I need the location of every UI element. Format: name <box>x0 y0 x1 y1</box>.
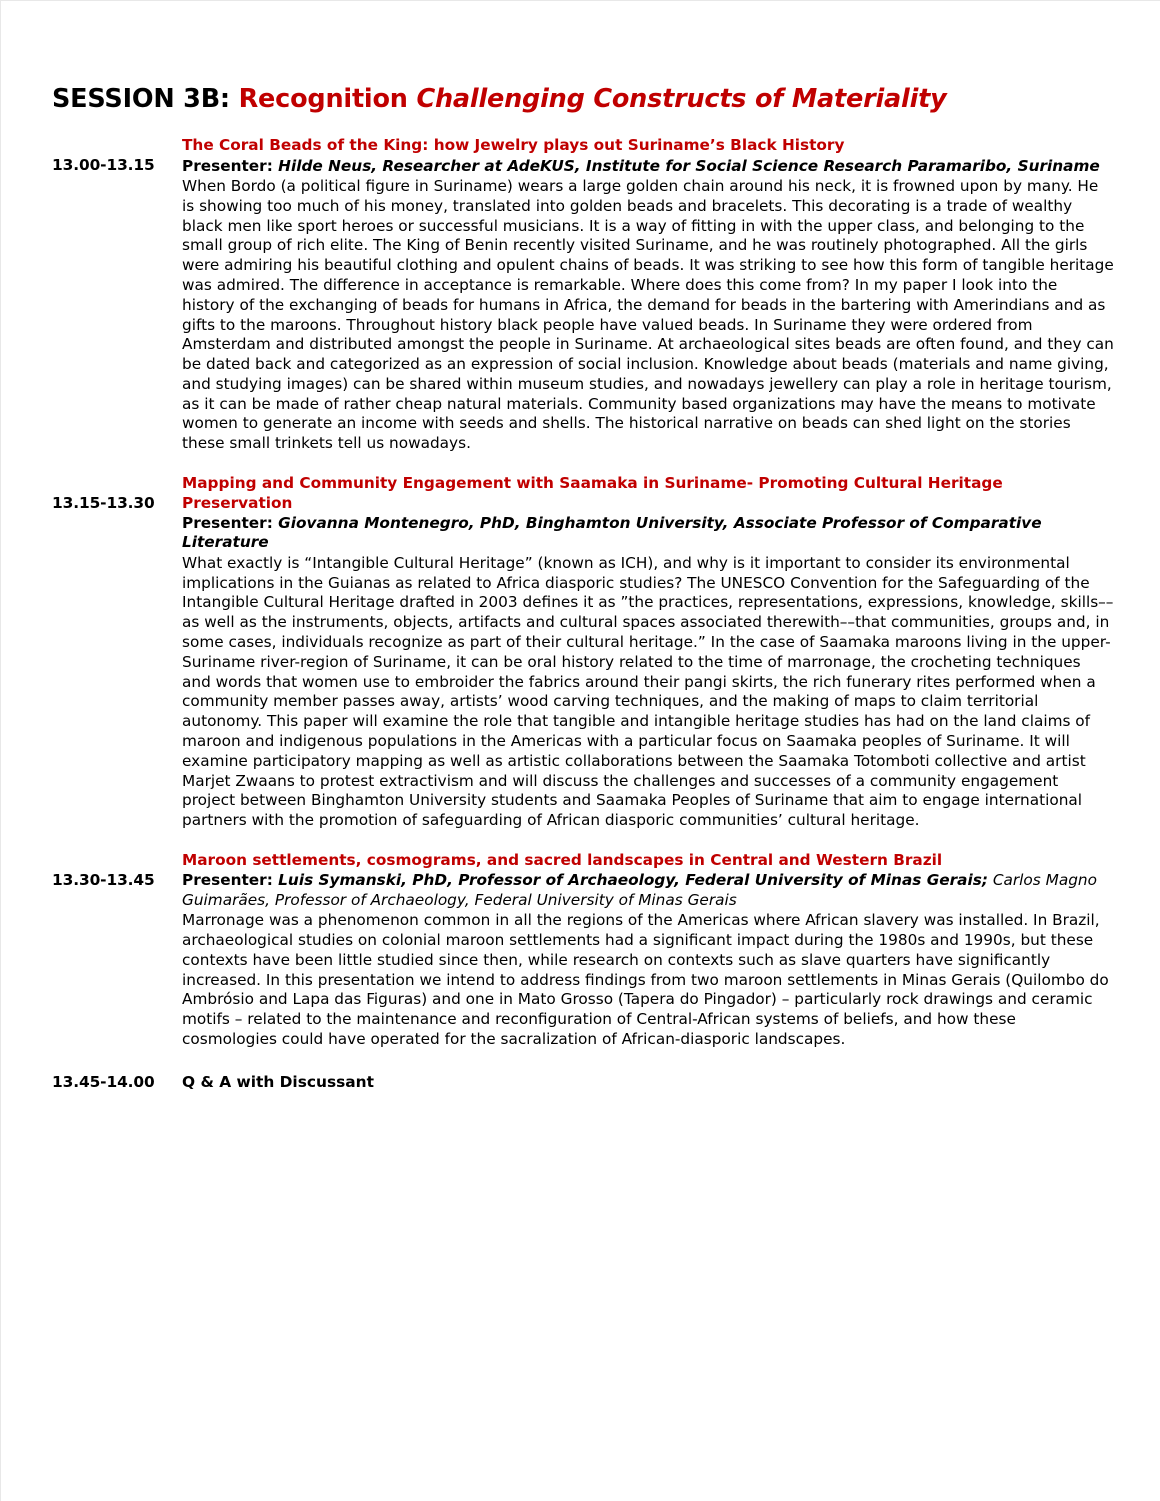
abstract-text: What exactly is “Intangible Cultural Heritage” (known as ICH), and why is it important to consider its environmental implications in the Guianas as related to Africa diasporic studies? The UNESCO Convention for the Safeguarding of the Intangible Cultural Heritage drafted in 2003 defines it as ”the practices, representations, expressions, knowledge, skills––as well as the instruments, objects, artifacts and cultural spaces associated therewith––that communities, groups and, in some cases, individuals recognize as part of their cultural heritage.” In the case of Saamaka maroons living in the upper-Suriname river-region of Suriname, it can be oral history related to the time of marronage, the crocheting techniques and words that women use to embroider the fabrics around their pangi skirts, the rich funerary rites performed when a community member passes away, artists’ wood carving techniques, and the making of maps to claim territorial autonomy. This paper will examine the role that tangible and intangible heritage studies has had on the land claims of maroon and indigenous populations in the Americas with a particular focus on Saamaka peoples of Suriname. It will examine participatory mapping as well as artistic collaborations between the Saamaka Totomboti collective and artist Marjet Zwaans to protest extractivism and will discuss the challenges and successes of a community engagement project between Binghamton University students and Saamaka Peoples of Suriname that aim to engage international partners with the promotion of safeguarding of African diasporic communities’ cultural heritage. <box>182 553 1114 830</box>
session-recognition: Recognition <box>238 84 408 114</box>
presenter-name: Giovanna Montenegro, PhD, Binghamton University, Associate Professor of Comparative Literature <box>182 513 1042 552</box>
qa-label: Q & A with Discussant <box>182 1072 374 1091</box>
presenter-label: Presenter: <box>182 871 273 890</box>
session-entry <box>52 474 1114 831</box>
session-entry-qa <box>52 1072 1114 1092</box>
page-title <box>52 84 1114 114</box>
entry-body <box>182 474 1114 831</box>
session-entry <box>52 136 1114 454</box>
paper-title: The Coral Beads of the King: how Jewelry plays out Suriname’s Black History <box>182 136 845 155</box>
presenter-line <box>182 157 1114 176</box>
presenter-label: Presenter: <box>182 156 273 175</box>
entry-body <box>182 851 1114 1050</box>
session-entry <box>52 851 1114 1050</box>
coauthor-name: Carlos Magno Guimarães, Professor of Archaeology, Federal University of Minas Gerais <box>182 871 1097 909</box>
entry-time: 13.00-13.15 <box>52 156 155 175</box>
entry-time: 13.30-13.45 <box>52 870 155 889</box>
session-subtitle: Challenging Constructs of Materiality <box>416 84 947 114</box>
presenter-label: Presenter: <box>182 513 273 532</box>
entry-time: 13.45-14.00 <box>52 1072 155 1091</box>
document-content <box>52 84 1114 1092</box>
entry-body <box>182 136 1114 454</box>
presenter-line <box>182 514 1114 553</box>
presenter-name: Luis Symanski, PhD, Professor of Archaeology, Federal University of Minas Gerais; <box>272 871 988 890</box>
presenter-name: Hilde Neus, Researcher at AdeKUS, Institute for Social Science Research Paramaribo, Suriname <box>272 156 1100 175</box>
abstract-text: Marronage was a phenomenon common in all the regions of the Americas where African slavery was installed. In Brazil, archaeological studies on colonial maroon settlements had a significant impact during the 1980s and 1990s, but these contexts have been little studied since then, while research on contexts such as slave quarters have significantly increased. In this presentation we intend to address findings from two maroon settlements in Minas Gerais (Quilombo do Ambrósio and Lapa das Figuras) and one in Mato Grosso (Tapera do Pingador) – particularly rock drawings and ceramic motifs – related to the maintenance and reconfiguration of Central-African systems of beliefs, and how these cosmologies could have operated for the sacralization of African-diasporic landscapes. <box>182 911 1109 1048</box>
entry-time: 13.15-13.30 <box>52 494 155 513</box>
paper-title: Maroon settlements, cosmograms, and sacred landscapes in Central and Western Brazil <box>182 850 943 869</box>
session-label: SESSION 3B: <box>52 84 230 114</box>
paper-title: Mapping and Community Engagement with Saamaka in Suriname- Promoting Cultural Heritage Preservation <box>182 474 1003 512</box>
presenter-line <box>182 871 1114 910</box>
abstract-text: When Bordo (a political figure in Suriname) wears a large golden chain around his neck, it is frowned upon by many. He is showing too much of his money, translated into golden beads and bracelets. This decorating is a trade of wealthy black men like sport heroes or successful musicians. It is a way of fitting in with the upper class, and belonging to the small group of rich elite. The King of Benin recently visited Suriname, and he was routinely photographed. All the girls were admiring his beautiful clothing and opulent chains of beads. It was striking to see how this form of tangible heritage was admired. The difference in acceptance is remarkable. Where does this come from? In my paper I look into the history of the exchanging of beads for humans in Africa, the demand for beads in the bartering with Amerindians and as gifts to the maroons. Throughout history black people have valued beads. In Suriname they were ordered from Amsterdam and distributed amongst the people in Suriname. At archaeological sites beads are often found, and they can be dated back and categorized as an expression of social inclusion. Knowledge about beads (materials and name giving, and studying images) can be shared within museum studies, and nowadays jewellery can play a role in heritage tourism, as it can be made of rather cheap natural materials. Community based organizations may have the means to motivate women to generate an income with seeds and shells. The historical narrative on beads can shed light on the stories these small trinkets tell us nowadays. <box>182 176 1114 453</box>
